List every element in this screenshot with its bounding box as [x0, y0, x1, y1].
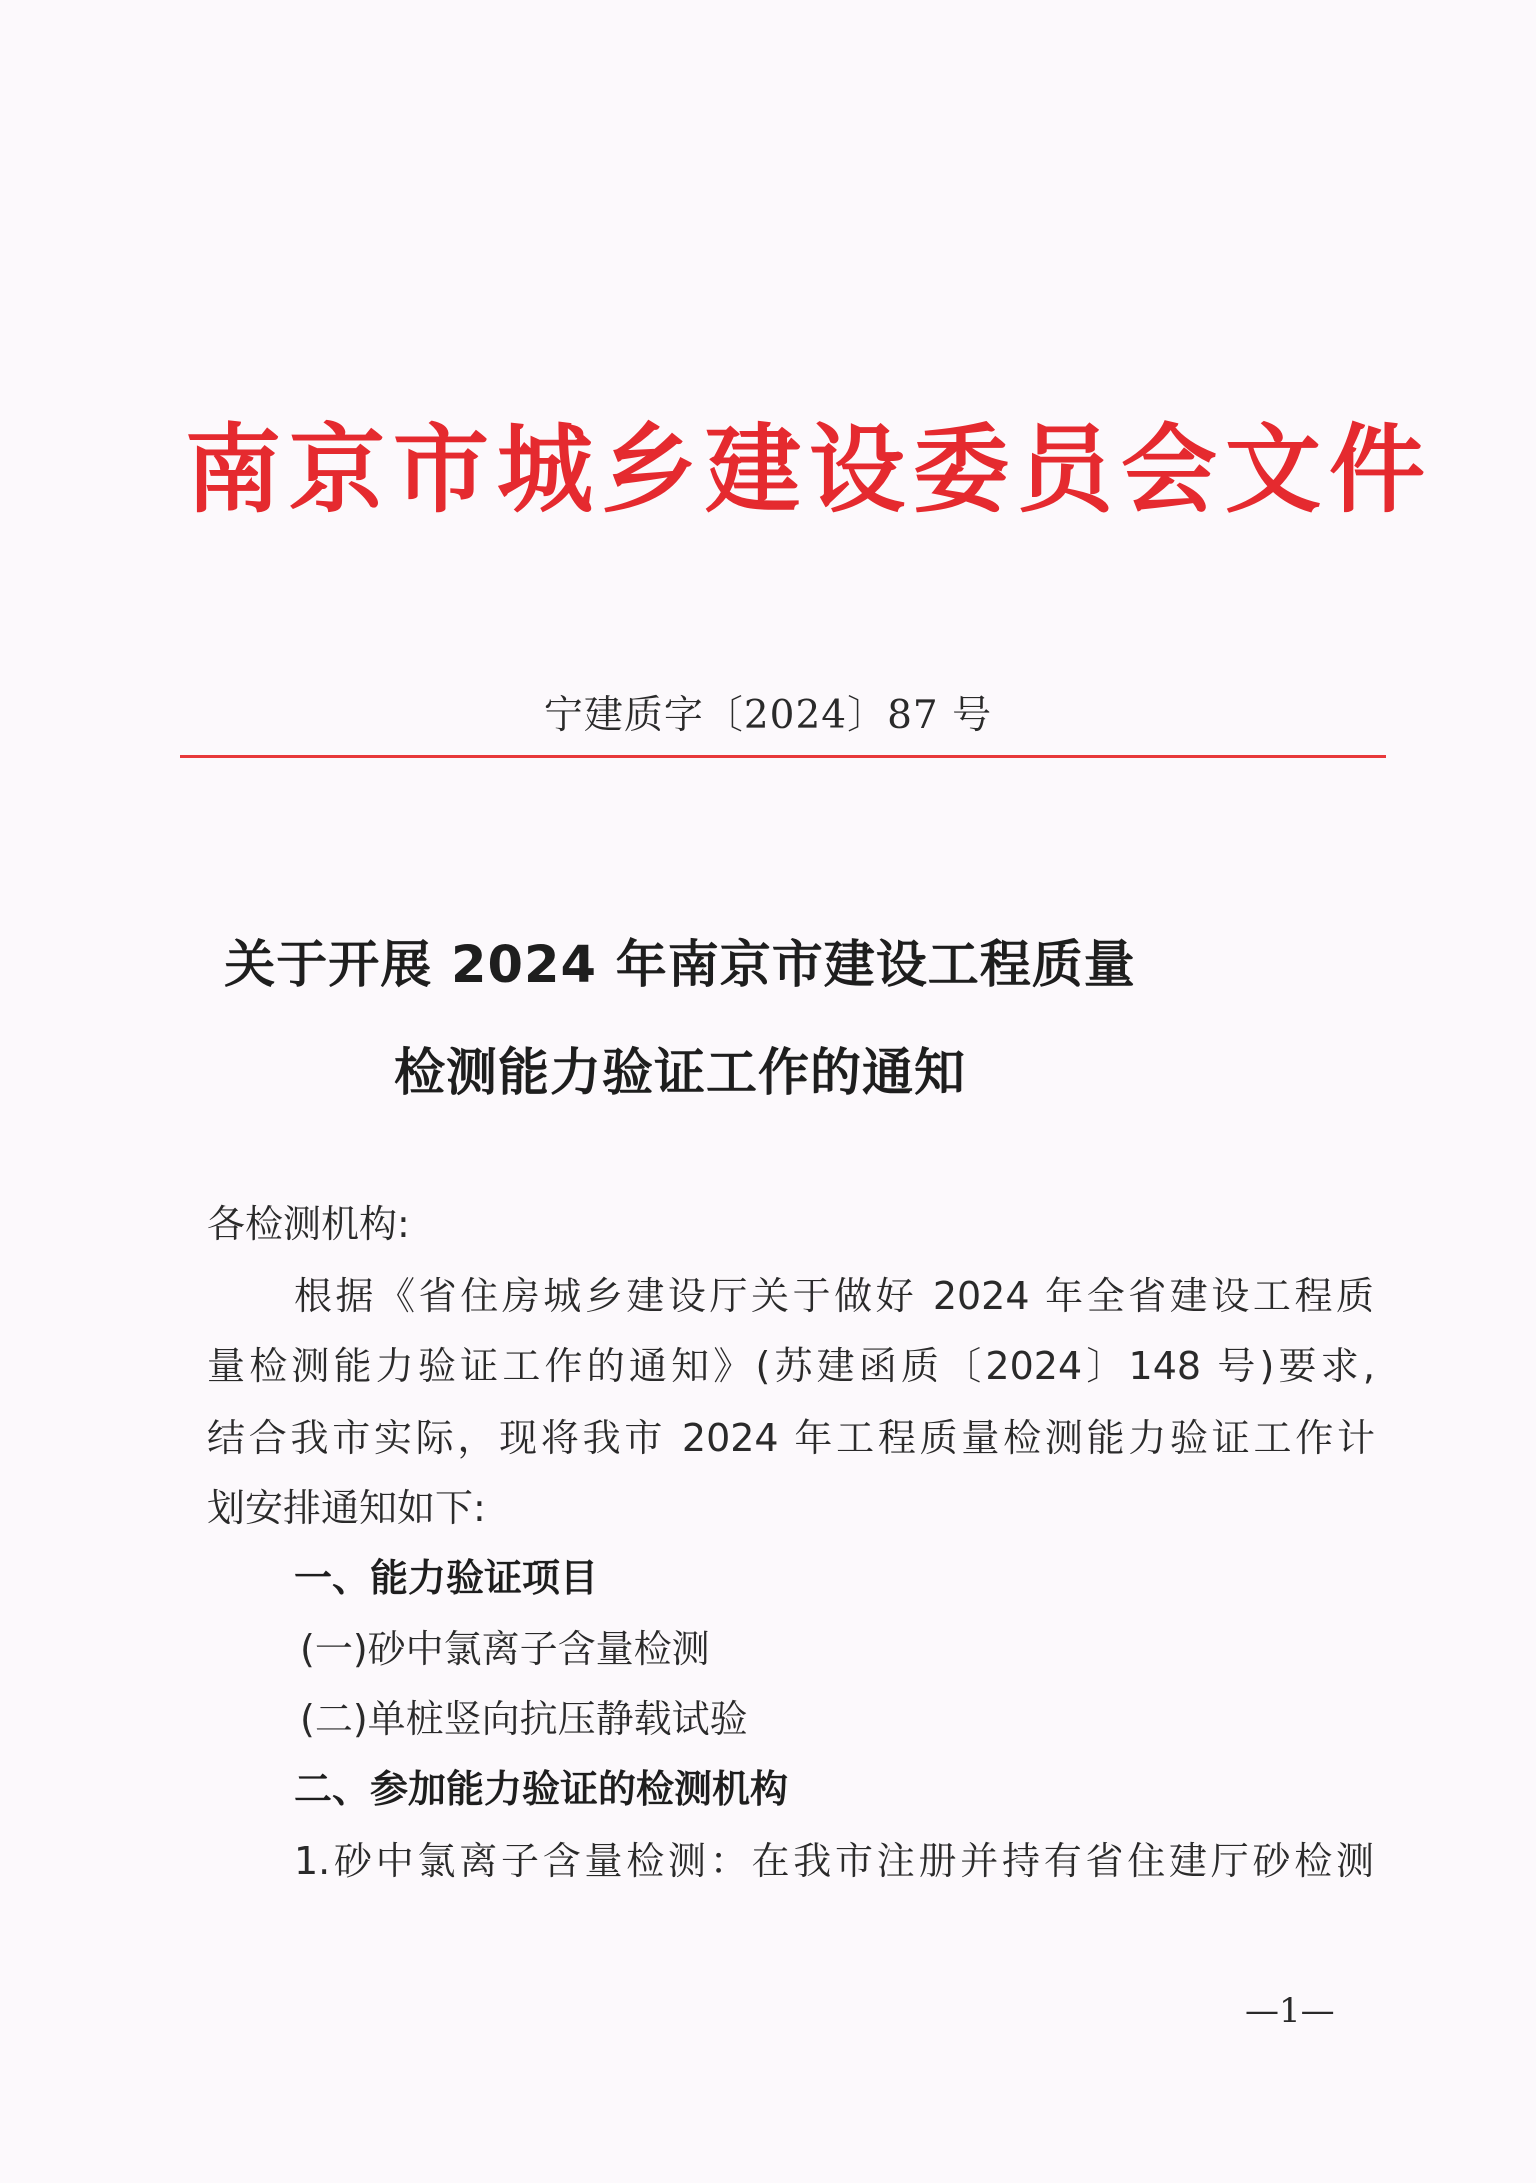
paragraph-line: 结合我市实际，现将我市 2024 年工程质量检测能力验证工作计	[207, 1416, 1375, 1460]
page-number: —1—	[1245, 1991, 1335, 2031]
notice-title-line-2: 检测能力验证工作的通知	[393, 1044, 966, 1103]
salutation: 各检测机构:	[207, 1202, 410, 1246]
paragraph-line: 量检测能力验证工作的通知》(苏建函质〔2024〕148 号)要求,	[207, 1344, 1375, 1388]
paragraph-line: 1.砂中氯离子含量检测：在我市注册并持有省住建厅砂检测	[294, 1839, 1374, 1883]
paragraph-line: 根据《省住房城乡建设厅关于做好 2024 年全省建设工程质	[294, 1274, 1374, 1318]
section-heading: 一、能力验证项目	[294, 1556, 599, 1600]
list-item: (二)单桩竖向抗压静载试验	[300, 1697, 748, 1741]
paragraph-line: 划安排通知如下:	[207, 1486, 486, 1530]
document-number: 宁建质字〔2024〕87 号	[543, 693, 993, 738]
issuer-header-title: 南京市城乡建设委员会文件	[185, 414, 1433, 526]
list-item: (一)砂中氯离子含量检测	[300, 1627, 710, 1671]
notice-title-line-1: 关于开展 2024 年南京市建设工程质量	[224, 936, 1136, 995]
section-heading: 二、参加能力验证的检测机构	[294, 1767, 789, 1811]
red-separator-rule	[180, 755, 1386, 758]
